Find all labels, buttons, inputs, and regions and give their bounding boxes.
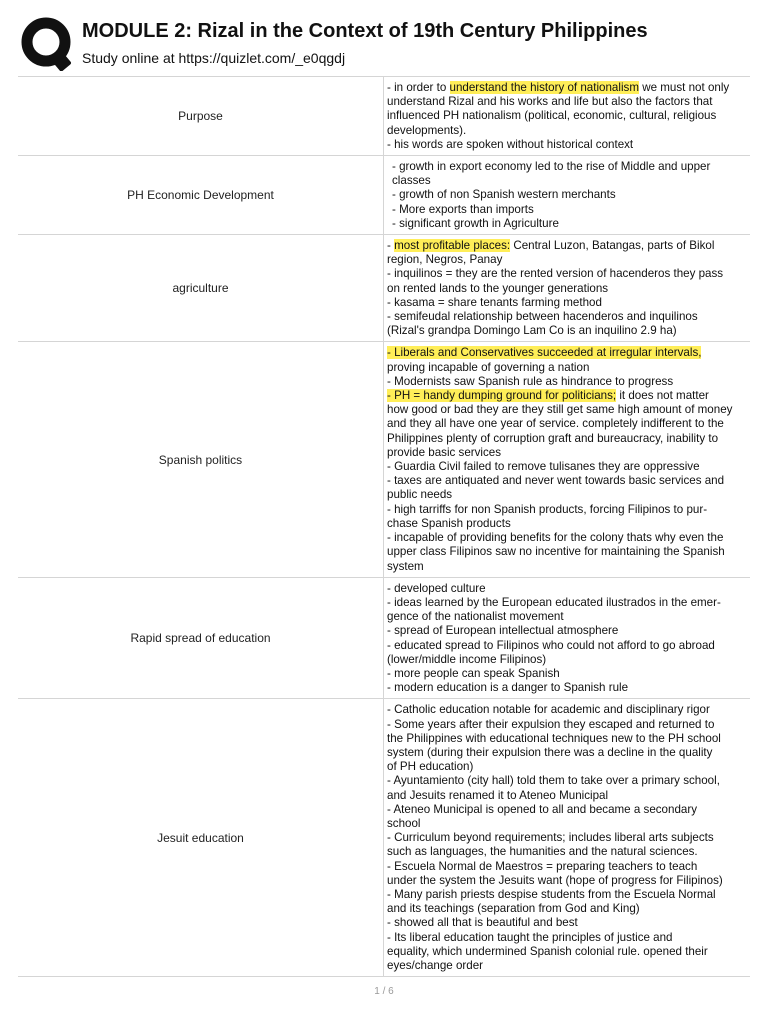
definition-line: [392, 188, 744, 202]
definition-line: [387, 732, 744, 746]
flashcard-row: [18, 698, 750, 977]
definition-line: [387, 474, 744, 488]
definition-line: [387, 488, 744, 502]
definition-text: we must not only: [639, 81, 730, 94]
definition-line: [387, 503, 744, 517]
definition-line: [387, 531, 744, 545]
definition-text: eyes/change order: [387, 958, 484, 972]
definition-line: [392, 160, 744, 174]
highlighted-text: - PH = handy dumping ground for politicians;: [387, 389, 617, 403]
flashcard-definition: [384, 235, 746, 341]
definition-line: [387, 718, 744, 732]
definition-text: classes: [392, 174, 431, 188]
definition-line: [387, 95, 744, 109]
flashcard-definition: [384, 156, 746, 234]
flashcard-term: Spanish politics: [18, 342, 384, 576]
flashcard-term: PH Economic Development: [18, 156, 384, 234]
definition-line: [387, 774, 744, 788]
definition-text: - showed all that is beautiful and best: [387, 916, 578, 930]
definition-text: - ideas learned by the European educated ilustrados in the emer-: [387, 595, 721, 609]
definition-text: and they all have one year of service. completely indifferent to the: [387, 417, 724, 431]
page-number: 1 / 6: [374, 986, 394, 997]
definition-text: - More exports than imports: [392, 202, 534, 216]
definition-line: [387, 239, 744, 253]
definition-text: under the system the Jesuits want (hope of progress for Filipinos): [387, 873, 723, 887]
definition-line: [387, 346, 744, 360]
definition-line: [387, 81, 744, 95]
definition-text: - Catholic education notable for academic and disciplinary rigor: [387, 703, 710, 717]
flashcard-definition: [384, 578, 746, 699]
definition-text: - incapable of providing benefits for the colony thats why even the: [387, 531, 724, 545]
definition-line: [387, 760, 744, 774]
definition-text: - Ateneo Municipal is opened to all and became a secondary: [387, 802, 698, 816]
definition-line: [387, 945, 744, 959]
flashcard-definition: [384, 342, 746, 576]
definition-line: [387, 624, 744, 638]
definition-text: chase Spanish products: [387, 516, 511, 530]
definition-line: [387, 667, 744, 681]
definition-text: - spread of European intellectual atmosphere: [387, 624, 619, 638]
definition-line: [387, 403, 744, 417]
definition-line: [387, 959, 744, 973]
flashcard-term: Rapid spread of education: [18, 578, 384, 699]
definition-line: [387, 361, 744, 375]
definition-line: [387, 902, 744, 916]
definition-text: - taxes are antiquated and never went towards basic services and: [387, 474, 725, 488]
flashcard-definition: [384, 77, 746, 155]
definition-line: [392, 217, 744, 231]
definition-line: [387, 803, 744, 817]
definition-text: system (during their expulsion there was a decline in the quality: [387, 745, 713, 759]
definition-text: influenced PH nationalism (political, economic, cultural, religious: [387, 109, 717, 123]
definition-text: - developed culture: [387, 581, 486, 595]
definition-text: - significant growth in Agriculture: [392, 216, 559, 230]
definition-line: [387, 860, 744, 874]
definition-text: - Many parish priests despise students from the Escuela Normal: [387, 887, 716, 901]
flashcard-term: agriculture: [18, 235, 384, 341]
definition-text: - Some years after their expulsion they escaped and returned to: [387, 717, 715, 731]
definition-line: [387, 931, 744, 945]
definition-text: developments).: [387, 123, 467, 137]
definition-line: [392, 174, 744, 188]
definition-line: [387, 746, 744, 760]
definition-text: Philippines plenty of corruption graft and bureaucracy, inability to: [387, 431, 719, 445]
flashcard-term: Jesuit education: [18, 699, 384, 976]
definition-text: - in order to: [387, 81, 450, 94]
definition-text: - Curriculum beyond requirements; includes liberal arts subjects: [387, 831, 714, 845]
definition-text: region, Negros, Panay: [387, 253, 503, 267]
definition-line: [387, 282, 744, 296]
definition-line: [387, 845, 744, 859]
page-header: [0, 0, 768, 76]
flashcard-definition: [384, 699, 746, 976]
definition-line: [387, 582, 744, 596]
definition-line: [387, 596, 744, 610]
definition-line: [387, 460, 744, 474]
definition-text: Central Luzon, Batangas, parts of Bikol: [510, 239, 715, 253]
flashcard-list: [18, 76, 750, 977]
definition-text: - Guardia Civil failed to remove tulisanes they are oppressive: [387, 460, 700, 474]
definition-text: -: [387, 239, 395, 253]
definition-text: - semifeudal relationship between hacenderos and inquilinos: [387, 310, 698, 324]
flashcard-row: [18, 76, 750, 155]
definition-text: - growth in export economy led to the rise of Middle and upper: [392, 160, 711, 174]
definition-text: and Jesuits renamed it to Ateneo Municipal: [387, 788, 609, 802]
definition-line: [387, 296, 744, 310]
definition-text: - Its liberal education taught the principles of justice and: [387, 930, 673, 944]
highlighted-text: understand the history of nationalism: [449, 81, 639, 94]
definition-text: gence of the nationalist movement: [387, 610, 564, 624]
definition-text: understand Rizal and his works and life but also the factors that: [387, 95, 713, 109]
definition-line: [387, 375, 744, 389]
definition-line: [387, 817, 744, 831]
definition-line: [387, 560, 744, 574]
definition-text: it does not matter: [616, 389, 709, 403]
definition-text: (Rizal's grandpa Domingo Lam Co is an inquilino 2.9 ha): [387, 324, 677, 338]
definition-line: [387, 124, 744, 138]
definition-line: [387, 446, 744, 460]
definition-text: and its teachings (separation from God and King): [387, 902, 640, 916]
highlighted-text: most profitable places:: [394, 239, 511, 253]
flashcard-term: Purpose: [18, 77, 384, 155]
definition-line: [387, 253, 744, 267]
definition-text: - Ayuntamiento (city hall) told them to take over a primary school,: [387, 774, 720, 788]
definition-text: on rented lands to the younger generations: [387, 281, 609, 295]
page-title: MODULE 2: Rizal in the Context of 19th Century Philippines: [82, 20, 648, 42]
definition-line: [387, 138, 744, 152]
quizlet-logo-icon: [19, 15, 75, 71]
definition-text: such as languages, the humanities and the natural sciences.: [387, 845, 698, 859]
definition-text: how good or bad they are they still get same high amount of money: [387, 403, 733, 417]
definition-line: [387, 639, 744, 653]
definition-line: [387, 267, 744, 281]
definition-line: [387, 681, 744, 695]
definition-text: - growth of non Spanish western merchants: [392, 188, 616, 202]
definition-line: [387, 417, 744, 431]
flashcard-row: [18, 155, 750, 234]
definition-line: [387, 916, 744, 930]
definition-line: [387, 888, 744, 902]
definition-text: - more people can speak Spanish: [387, 666, 560, 680]
definition-text: (lower/middle income Filipinos): [387, 652, 547, 666]
definition-text: upper class Filipinos saw no incentive for maintaining the Spanish: [387, 545, 725, 559]
definition-line: [387, 324, 744, 338]
definition-line: [387, 545, 744, 559]
definition-text: - educated spread to Filipinos who could not afford to go abroad: [387, 638, 715, 652]
definition-text: - kasama = share tenants farming method: [387, 295, 602, 309]
definition-text: school: [387, 816, 421, 830]
flashcard-row: [18, 234, 750, 341]
definition-line: [387, 789, 744, 803]
definition-text: equality, which undermined Spanish colonial rule. opened their: [387, 944, 708, 958]
definition-line: [387, 653, 744, 667]
definition-text: provide basic services: [387, 445, 502, 459]
definition-line: [387, 389, 744, 403]
definition-line: [387, 874, 744, 888]
definition-line: [387, 517, 744, 531]
definition-text: proving incapable of governing a nation: [387, 360, 590, 374]
definition-text: - inquilinos = they are the rented version of hacenderos they pass: [387, 267, 724, 281]
definition-text: of PH education): [387, 760, 474, 774]
definition-line: [392, 203, 744, 217]
definition-line: [387, 432, 744, 446]
study-link[interactable]: Study online at https://quizlet.com/_e0qgdj: [82, 50, 346, 66]
definition-line: [387, 109, 744, 123]
definition-text: - Modernists saw Spanish rule as hindrance to progress: [387, 374, 674, 388]
highlighted-text: - Liberals and Conservatives succeeded at irregular intervals,: [387, 346, 702, 360]
flashcard-row: [18, 341, 750, 576]
flashcard-row: [18, 577, 750, 699]
definition-text: the Philippines with educational techniques new to the PH school: [387, 731, 721, 745]
definition-text: - his words are spoken without historical context: [387, 137, 634, 151]
definition-text: - Escuela Normal de Maestros = preparing teachers to teach: [387, 859, 698, 873]
definition-text: public needs: [387, 488, 453, 502]
definition-line: [387, 310, 744, 324]
definition-line: [387, 610, 744, 624]
definition-text: system: [387, 559, 424, 573]
definition-line: [387, 831, 744, 845]
definition-line: [387, 703, 744, 717]
definition-text: - high tarriffs for non Spanish products, forcing Filipinos to pur-: [387, 502, 708, 516]
definition-text: - modern education is a danger to Spanish rule: [387, 681, 629, 695]
